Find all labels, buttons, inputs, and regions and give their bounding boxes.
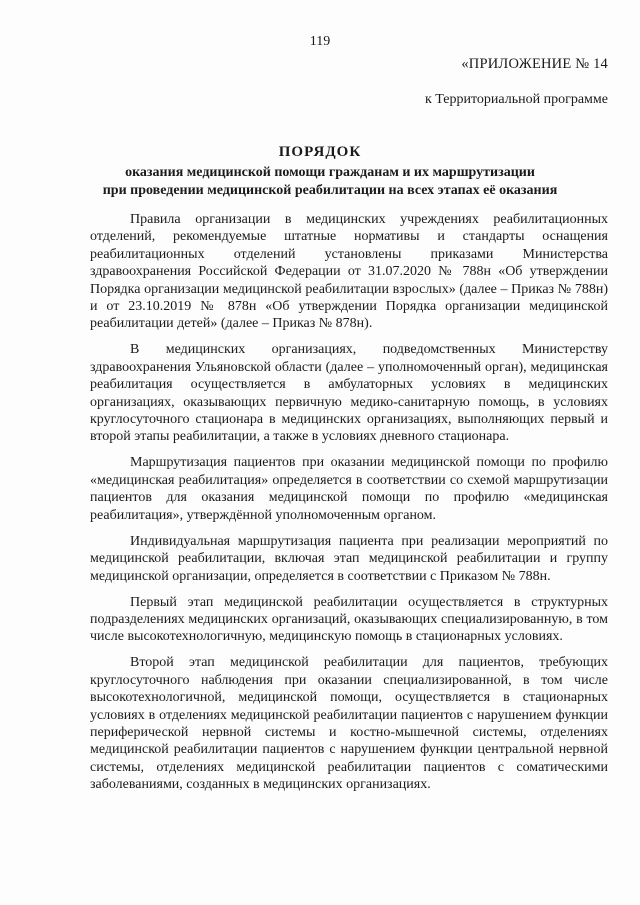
document-body [90, 211, 608, 802]
document-heading: ПОРЯДОК [278, 144, 362, 160]
subheading-line-2: при проведении медицинской реабилитации на всех этапах её оказания [102, 183, 558, 198]
paragraph-3: Маршрутизация пациентов при оказании медицинской помощи по профилю «медицинская реабилитация» определяется в соответствии со схемой маршрутизации пациентов для оказания медицинской помощи по профилю «медицинская реабилитация», утверждённой уполномоченным органом. [90, 455, 608, 523]
paragraph-6: Второй этап медицинской реабилитации для пациентов, требующих круглосуточного наблюдения при оказании специализированной, в том числе высокотехнологичной, медицинской помощи, осуществляется в стационарных условиях в отделениях медицинской реабилитации пациентов с нарушением функции периферической нервной системы и костно-мышечной системы, отделениях медицинской реабилитации пациентов с нарушением функции центральной нервной системы, отделениях медицинской реабилитации пациентов с соматическими заболеваниями, созданных в медицинских организациях. [90, 655, 608, 793]
subheading-line-1: оказания медицинской помощи гражданам и их маршрутизации [125, 165, 535, 180]
page-number: 119 [309, 34, 331, 49]
appendix-title: «ПРИЛОЖЕНИЕ № 14 [461, 56, 608, 72]
paragraph-5: Первый этап медицинской реабилитации осуществляется в структурных подразделениях медицинских организаций, оказывающих специализированную, в том числе высокотехнологичную, медицинскую помощь в стационарных условиях. [90, 594, 608, 645]
paragraph-4: Индивидуальная маршрутизация пациента при реализации мероприятий по медицинской реабилитации, включая этап медицинской реабилитации и группу медицинской организации, определяется в соответствии с Приказом № 788н. [90, 533, 608, 584]
paragraph-1: Правила организации в медицинских учреждениях реабилитационных отделений, рекомендуемые штатные нормативы и стандарты оснащения реабилитационных отделений установлены приказами Министерства здравоохранения Российской Федерации от 31.07.2020 № 788н «Об утверждении Порядка организации медицинской реабилитации взрослых» (далее – Приказ № 788н) и от 23.10.2019 № 878н «Об утверждении Порядка организации медицинской реабилитации детей» (далее – Приказ № 878н). [90, 212, 608, 332]
appendix-subtitle: к Территориальной программе [424, 92, 608, 107]
paragraph-2: В медицинских организациях, подведомственных Министерству здравоохранения Ульяновской области (далее – уполномоченный орган), медицинская реабилитация осуществляется в амбулаторных условиях в медицинских организациях, оказывающих первичную медико-санитарную помощь, в условиях круглосуточного стационара в медицинских организациях, выполняющих первый и второй этапы реабилитации, а также в условиях дневного стационара. [90, 342, 608, 445]
document-subheading [80, 164, 580, 200]
